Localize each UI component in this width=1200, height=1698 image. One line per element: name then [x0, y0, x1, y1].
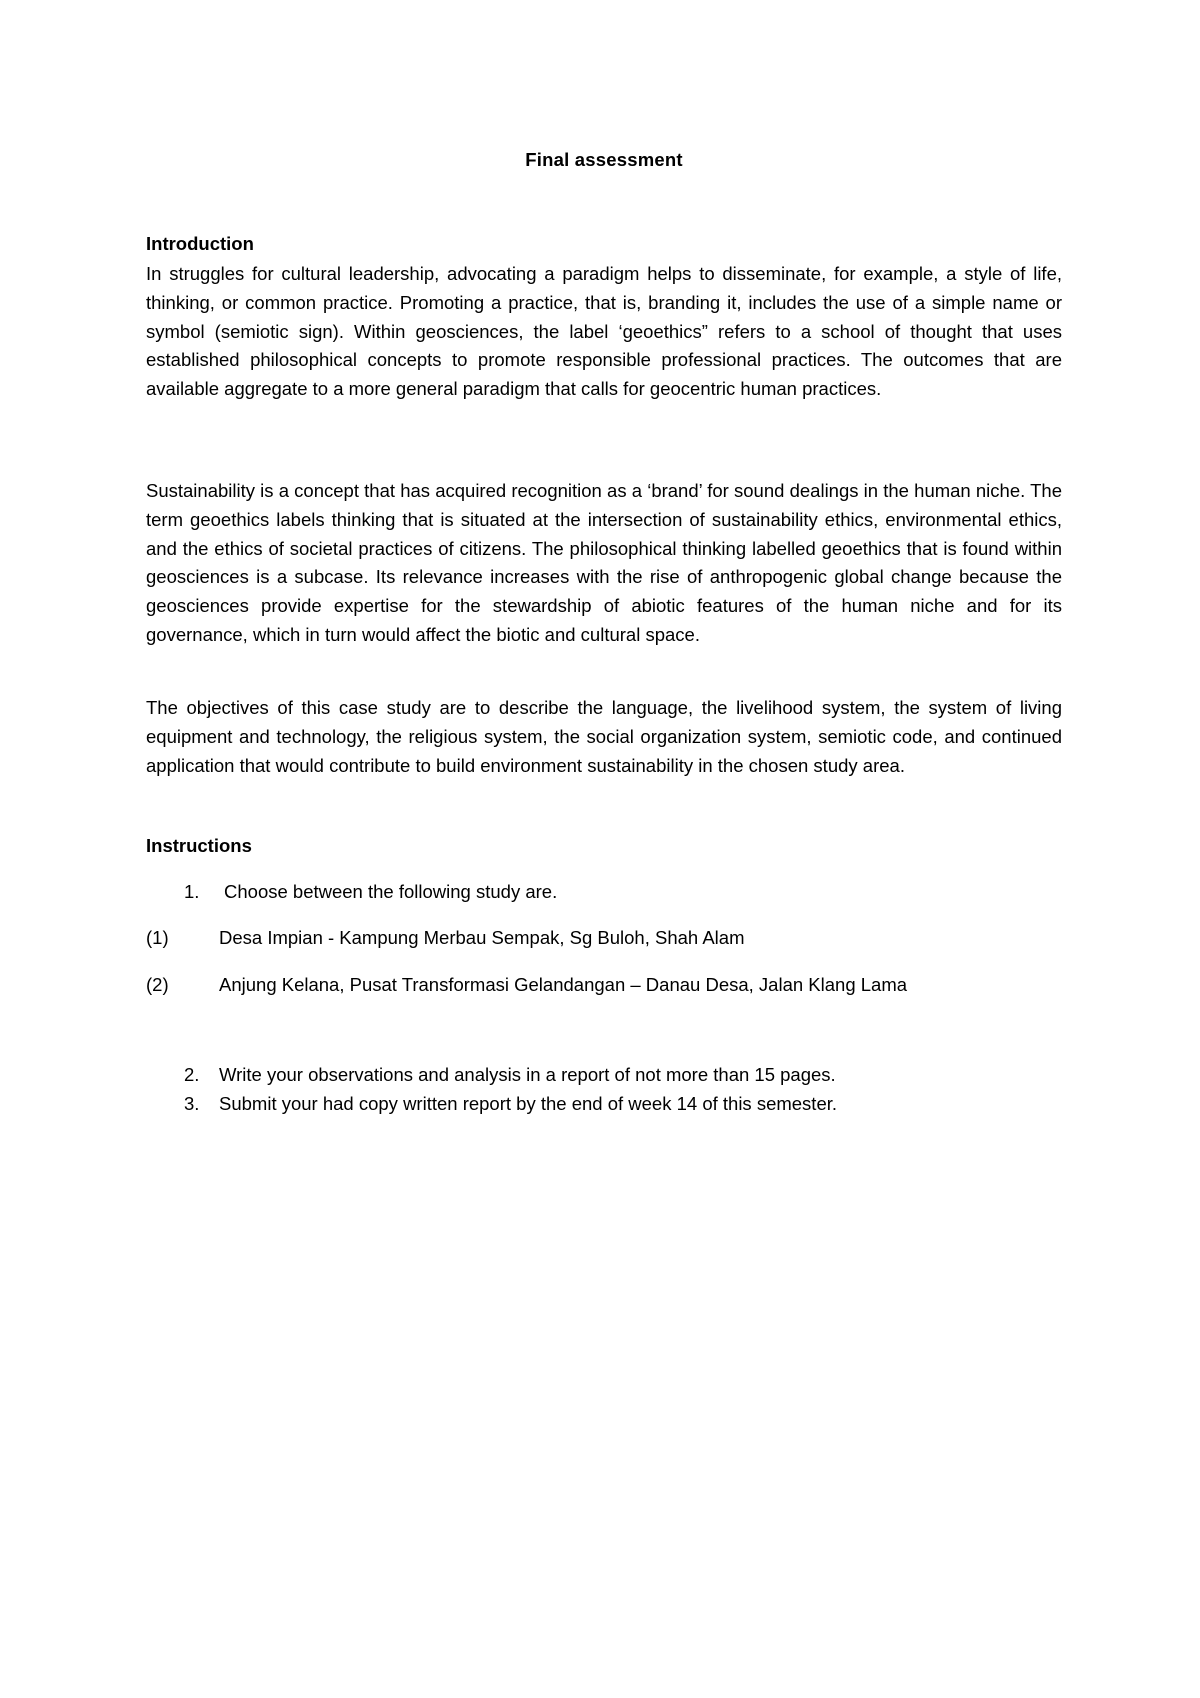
- step-1-text: Choose between the following study are.: [224, 881, 558, 902]
- document-page: [146, 0, 1062, 1698]
- step-2-text: Write your observations and analysis in a report of not more than 15 pages.: [219, 1064, 836, 1085]
- option-2-text: Anjung Kelana, Pusat Transformasi Gelandangan – Danau Desa, Jalan Klang Lama: [219, 974, 908, 995]
- document-title: Final assessment: [525, 149, 683, 170]
- step-2-number: 2.: [184, 1064, 200, 1085]
- option-2-label: (2): [146, 974, 169, 995]
- intro-paragraph-1: In struggles for cultural leadership, advocating a paradigm helps to disseminate, for example, a style of life, thinking, or common practice. Promoting a practice, that is, branding it, includes the use of a simple name or symbol (semiotic sign). Within geosciences, the label ‘geoethics” refers to a school of thought that uses established philosophical concepts to promote responsible professional practices. The outcomes that are available aggregate to a more general paradigm that calls for geocentric human practices.: [146, 263, 1062, 400]
- instructions-heading: Instructions: [146, 835, 252, 856]
- step-3-text: Submit your had copy written report by the end of week 14 of this semester.: [219, 1093, 838, 1114]
- intro-paragraph-2: Sustainability is a concept that has acquired recognition as a ‘brand’ for sound dealings in the human niche. The term geoethics labels thinking that is situated at the intersection of sustainability ethics, environmental ethics, and the ethics of societal practices of citizens. The philosophical thinking labelled geoethics that is found within geosciences is a subcase. Its relevance increases with the rise of anthropogenic global change because the geosciences provide expertise for the stewardship of abiotic features of the human niche and for its governance, which in turn would affect the biotic and cultural space.: [146, 480, 1062, 645]
- option-1-text: Desa Impian - Kampung Merbau Sempak, Sg Buloh, Shah Alam: [219, 927, 745, 948]
- step-3-number: 3.: [184, 1093, 200, 1114]
- intro-paragraph-3: The objectives of this case study are to describe the language, the livelihood system, the system of living equipment and technology, the religious system, the social organization system, semiotic code, and continued application that would contribute to build environment sustainability in the chosen study area.: [146, 697, 1062, 776]
- option-1-label: (1): [146, 927, 169, 948]
- step-1-number: 1.: [184, 881, 200, 902]
- introduction-heading: Introduction: [146, 233, 254, 254]
